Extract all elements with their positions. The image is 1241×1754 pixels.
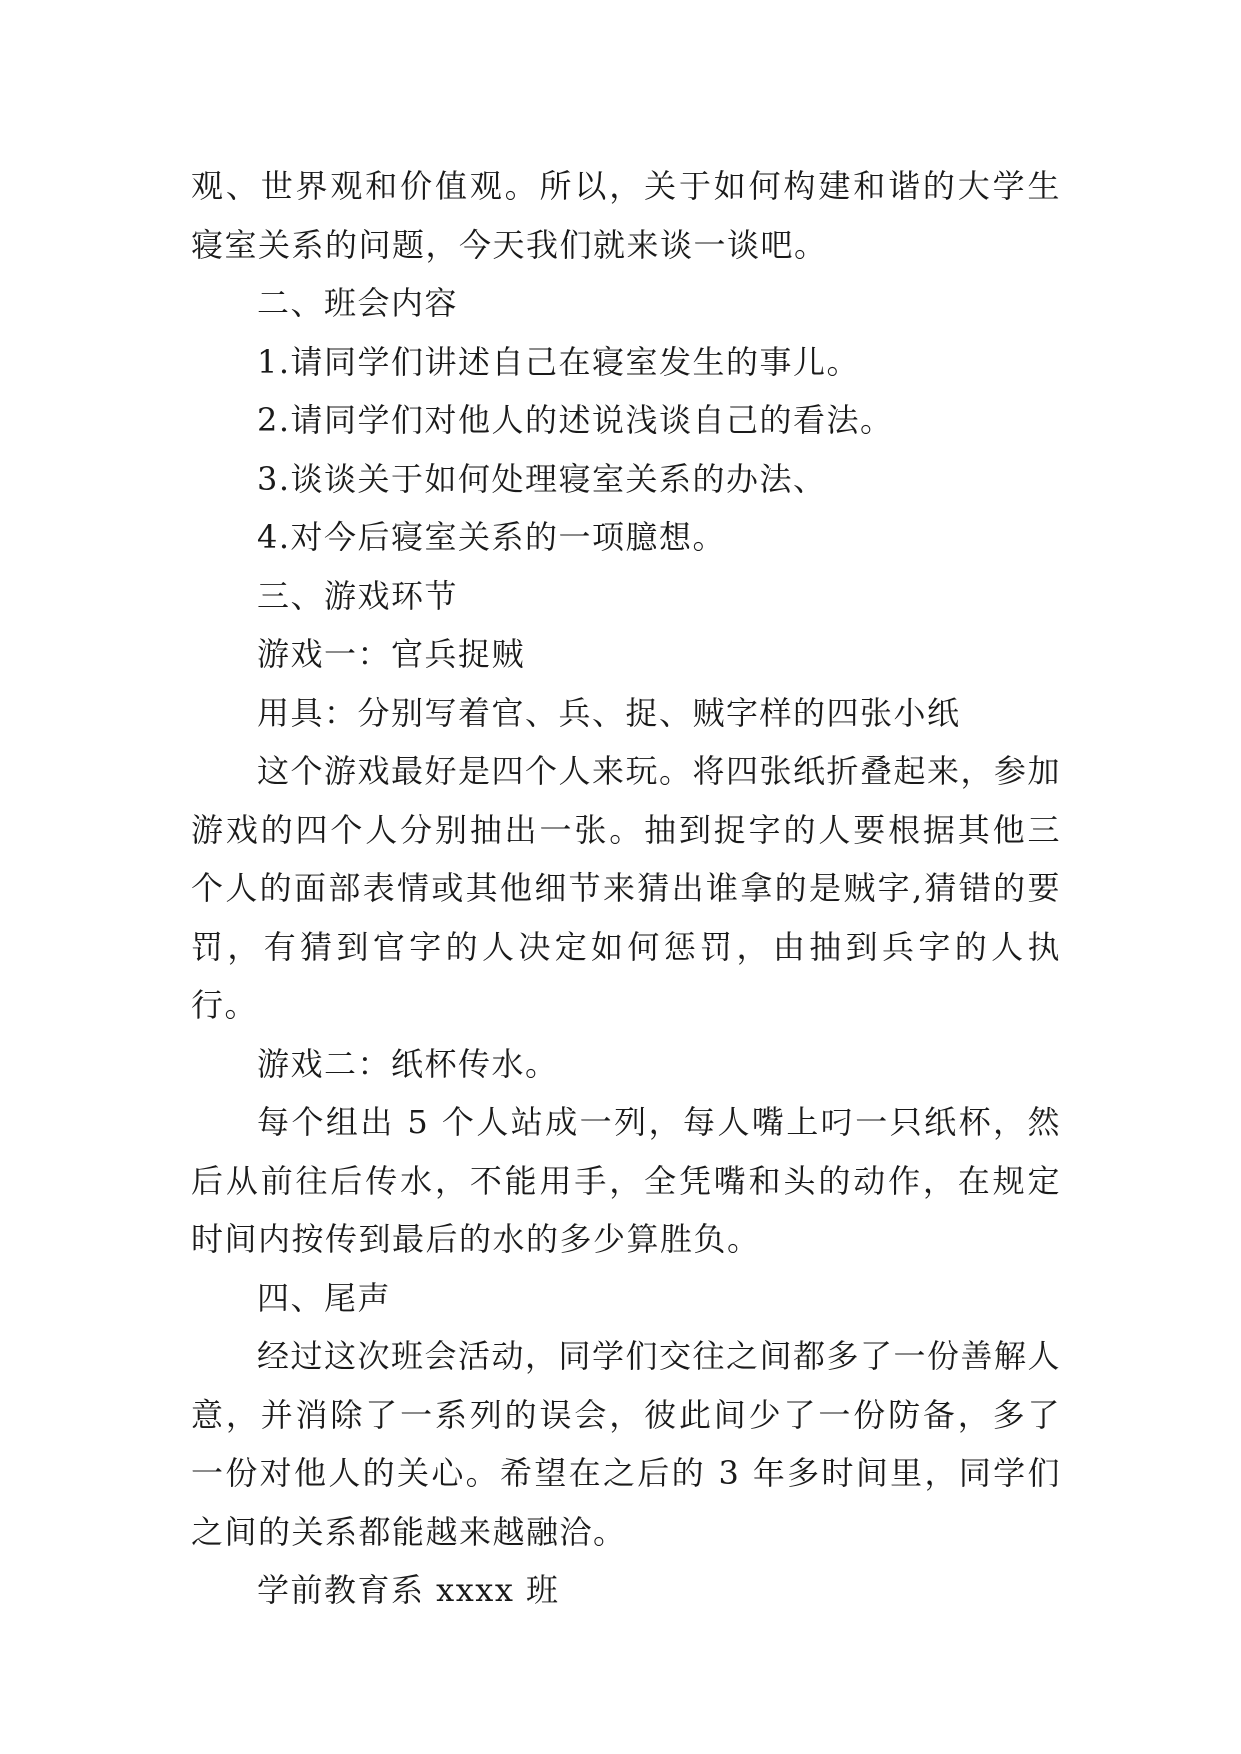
section-heading-ending: 四、尾声 [257,1278,392,1317]
game-two-description: 每个组出 5 个人站成一列，每人嘴上叼一只纸杯，然后从前往后传水，不能用手，全凭嘴和头的动作，在规定时间内按传到最后的水的多少算胜负。 [191,1103,1061,1258]
section-heading-games: 三、游戏环节 [257,576,459,615]
ending-paragraph: 经过这次班会活动，同学们交往之间都多了一份善解人意，并消除了一系列的误会，彼此间少了一份防备，多了一份对他人的关心。希望在之后的 3 年多时间里，同学们之间的关系都能越来越融洽。 [191,1337,1062,1551]
signature-class: 学前教育系 xxxx 班 [257,1571,560,1609]
document-body [191,157,1061,1620]
game-one-tools: 用具：分别写着官、兵、捉、贼字样的四张小纸 [257,693,961,732]
game-one-title: 游戏一：官兵捉贼 [257,635,526,673]
list-item-2: 2.请同学们对他人的述说浅谈自己的看法。 [257,401,894,439]
game-one-description: 这个游戏最好是四个人来玩。将四张纸折叠起来，参加游戏的四个人分别抽出一张。抽到捉字的人要根据其他三个人的面部表情或其他细节来猜出谁拿的是贼字,猜错的要罚，有猜到官字的人决定如何惩罚，由抽到兵字的人执行。 [191,752,1062,1024]
section-heading-class-content: 二、班会内容 [257,284,459,322]
list-item-1: 1.请同学们讲述自己在寝室发生的事儿。 [257,342,861,381]
paragraph-intro-continuation: 观、世界观和价值观。所以，关于如何构建和谐的大学生寝室关系的问题，今天我们就来谈一谈吧。 [191,167,1061,264]
game-two-title: 游戏二：纸杯传水。 [257,1044,559,1083]
list-item-3: 3.谈谈关于如何处理寝室关系的办法、 [257,459,827,498]
list-item-4: 4.对今后寝室关系的一项臆想。 [257,518,727,556]
